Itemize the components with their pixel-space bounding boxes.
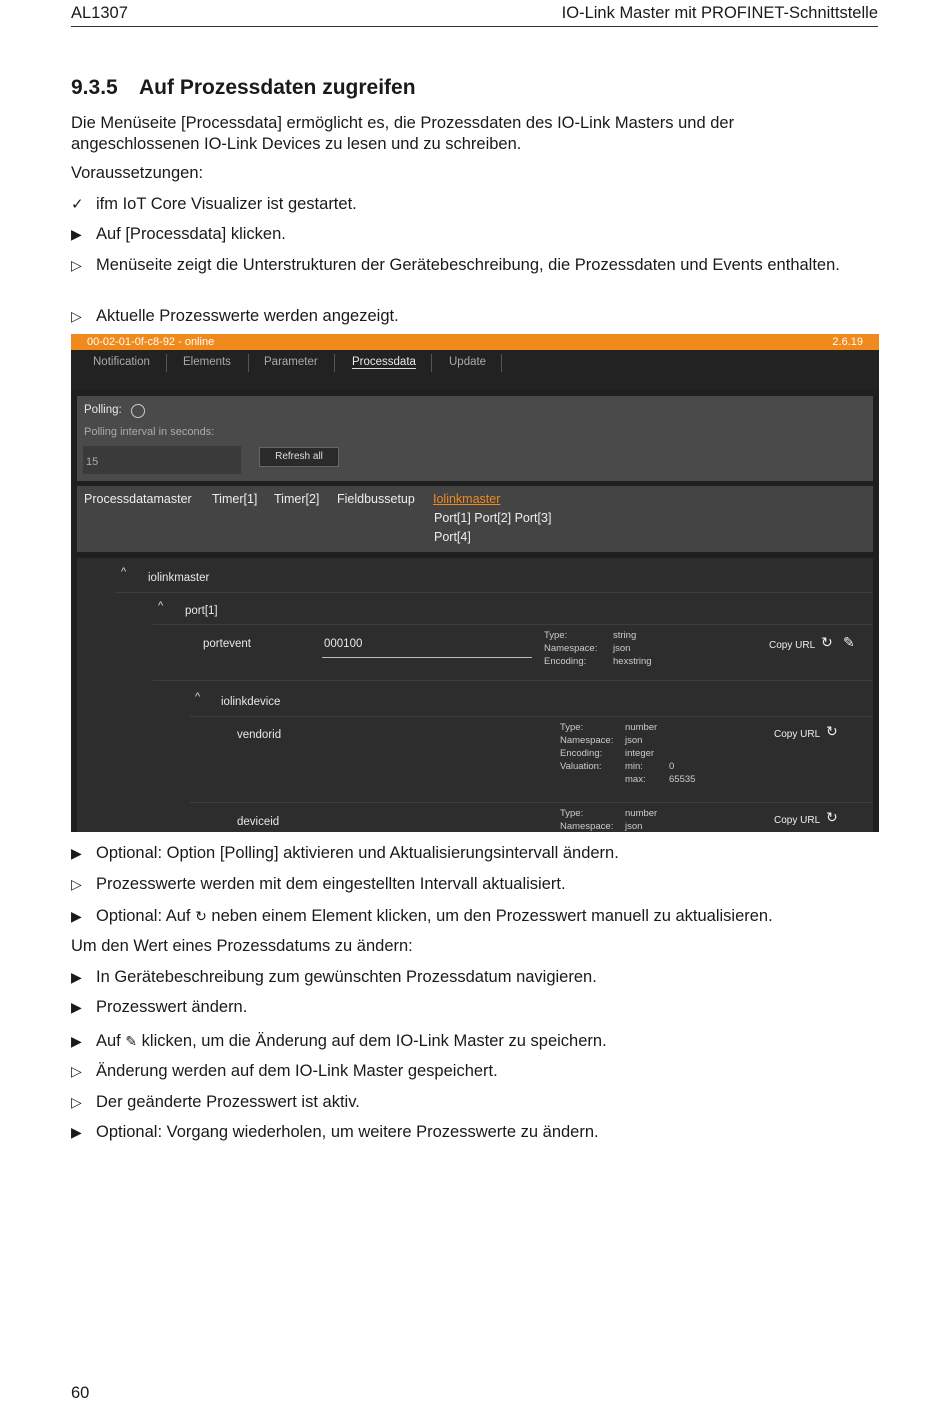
meta-values: number json [625,808,658,832]
section-number: 9.3.5 [71,76,118,99]
action-triangle-icon: ▶ [71,845,82,861]
max-label: max: [625,774,646,785]
processdata-tree [77,558,873,832]
node-iolinkdevice: iolinkdevice [221,696,281,708]
pencil-icon: ✎ [125,1033,138,1049]
divider [153,624,873,625]
list-item-text: Optional: Vorgang wiederholen, um weitere Prozesswerte zu ändern. [96,1123,599,1141]
copy-url-button[interactable]: Copy URL [774,815,821,826]
tab-bar [71,350,879,390]
intro-paragraph: Die Menüseite [Processdata] ermöglicht es, die Prozessdaten des IO-Link Masters und der angeschlossenen IO-Link Devices zu lesen und zu schreiben. [71,114,735,153]
change-label: Um den Wert eines Prozessdatums zu ändern: [71,937,413,955]
interval-label: Polling interval in seconds: [84,426,215,438]
list-item [71,1031,861,1052]
action-triangle-icon: ▶ [71,999,82,1015]
running-header-right: IO-Link Master mit PROFINET-Schnittstelle [561,4,878,22]
checkmark-icon: ✓ [71,196,84,213]
min-label: min: [625,761,643,772]
section-heading [71,76,416,100]
min-value: 0 [669,761,675,772]
tab-update[interactable]: Update [449,356,487,368]
tree-item-timer2[interactable]: Timer[2] [274,492,320,506]
port-links-row2[interactable]: Port[4] [434,530,471,544]
divider [190,716,873,717]
list-item-text: ifm IoT Core Visualizer ist gestartet. [96,195,357,213]
page-number: 60 [71,1384,90,1402]
tab-separator [334,354,335,372]
field-name-deviceid: deviceid [237,816,280,828]
list-item [71,306,861,327]
version-label: 2.6.19 [832,336,863,348]
result-triangle-icon: ▷ [71,257,82,273]
list-item [71,224,861,245]
text-part: Auf [96,1032,126,1050]
tab-notification[interactable]: Notification [93,356,150,368]
list-item-text: Änderung werden auf dem IO-Link Master gespeichert. [96,1062,498,1080]
list-item-text: Aktuelle Prozesswerte werden angezeigt. [96,307,399,325]
text-part: klicken, um die Änderung auf dem IO-Link Master zu speichern. [137,1032,607,1050]
action-triangle-icon: ▶ [71,969,82,985]
polling-radio[interactable] [131,404,145,418]
list-item-text: Prozesswerte werden mit dem eingestellten Intervall aktualisiert. [96,875,566,893]
list-item [71,967,861,988]
copy-url-button[interactable]: Copy URL [769,640,816,651]
requirements-label: Voraussetzungen: [71,164,204,182]
field-name-portevent: portevent [203,638,251,650]
node-iolinkmaster: iolinkmaster [148,572,210,584]
list-item [71,1092,861,1113]
polling-label: Polling: [84,404,122,416]
meta-values: string json hexstring [613,630,652,667]
list-item [71,255,861,276]
tree-item-processdatamaster[interactable]: Processdatamaster [84,492,192,506]
text-part: neben einem Element klicken, um den Prozesswert manuell zu aktualisieren. [206,907,773,925]
interval-value: 15 [86,456,99,468]
device-id: 00-02-01-0f-c8-92 - online [87,336,215,348]
list-item-text: Menüseite zeigt die Unterstrukturen der Gerätebeschreibung, die Prozessdaten und Events enthalten. [96,256,840,274]
result-triangle-icon: ▷ [71,876,82,892]
list-item-text: In Gerätebeschreibung zum gewünschten Prozessdatum navigieren. [96,968,597,986]
list-item-text: Prozesswert ändern. [96,998,248,1016]
tab-separator [431,354,432,372]
tab-elements[interactable]: Elements [183,356,231,368]
action-triangle-icon: ▶ [71,908,82,924]
list-item-text [96,906,861,927]
list-item-text [96,1031,861,1052]
tab-separator [166,354,167,372]
status-bar [71,334,879,350]
refresh-icon[interactable]: ↻ [826,723,838,739]
meta-values: number json integer [625,722,658,759]
list-item-text: Der geänderte Prozesswert ist aktiv. [96,1093,360,1111]
tab-separator [248,354,249,372]
list-item [71,1122,861,1143]
tree-item-timer1[interactable]: Timer[1] [212,492,258,506]
field-name-vendorid: vendorid [237,729,282,741]
processdata-screenshot [71,334,879,832]
pencil-icon[interactable]: ✎ [843,634,855,650]
collapse-caret-icon[interactable]: ^ [121,566,127,578]
interval-input[interactable] [83,446,241,474]
result-triangle-icon: ▷ [71,308,82,324]
list-item-text: Optional: Option [Polling] aktivieren und Aktualisierungsintervall ändern. [96,844,619,862]
tree-navigation [77,486,873,552]
refresh-icon[interactable]: ↻ [821,634,833,650]
copy-url-button[interactable]: Copy URL [774,729,821,740]
meta-keys: Type: Namespace: Encoding: [544,630,598,667]
tab-separator [501,354,502,372]
divider [115,592,873,593]
list-item [71,874,861,895]
running-header-left: AL1307 [71,4,128,22]
collapse-caret-icon[interactable]: ^ [195,691,201,703]
list-item [71,1061,861,1082]
action-triangle-icon: ▶ [71,1124,82,1140]
tab-processdata[interactable]: Processdata [352,356,416,368]
section-title: Auf Prozessdaten zugreifen [139,76,416,99]
action-triangle-icon: ▶ [71,226,82,242]
polling-panel [77,396,873,481]
tab-parameter[interactable]: Parameter [264,356,318,368]
divider [153,680,873,681]
tree-item-iolinkmaster[interactable]: Iolinkmaster [433,492,501,506]
value-underline [322,657,532,658]
list-item [71,997,861,1018]
refresh-icon: ↻ [195,908,207,924]
collapse-caret-icon[interactable]: ^ [158,600,164,612]
list-item [71,194,861,215]
refresh-icon[interactable]: ↻ [826,809,838,825]
header-rule [71,26,878,27]
result-triangle-icon: ▷ [71,1094,82,1110]
meta-keys: Type: Namespace: Encoding: Valuation: [560,722,614,772]
tree-item-fieldbussetup[interactable]: Fieldbussetup [337,492,415,506]
list-item [71,843,861,864]
meta-keys: Type: Namespace: [560,808,614,832]
port-links-row1[interactable]: Port[1] Port[2] Port[3] [434,511,552,525]
max-value: 65535 [669,774,696,785]
text-part: Optional: Auf [96,907,196,925]
node-port1: port[1] [185,605,218,617]
list-item [71,906,861,927]
action-triangle-icon: ▶ [71,1033,82,1049]
divider [190,802,873,803]
result-triangle-icon: ▷ [71,1063,82,1079]
refresh-all-button[interactable]: Refresh all [259,447,339,467]
portevent-value-input[interactable]: 000100 [324,638,363,650]
list-item-text: Auf [Processdata] klicken. [96,225,286,243]
